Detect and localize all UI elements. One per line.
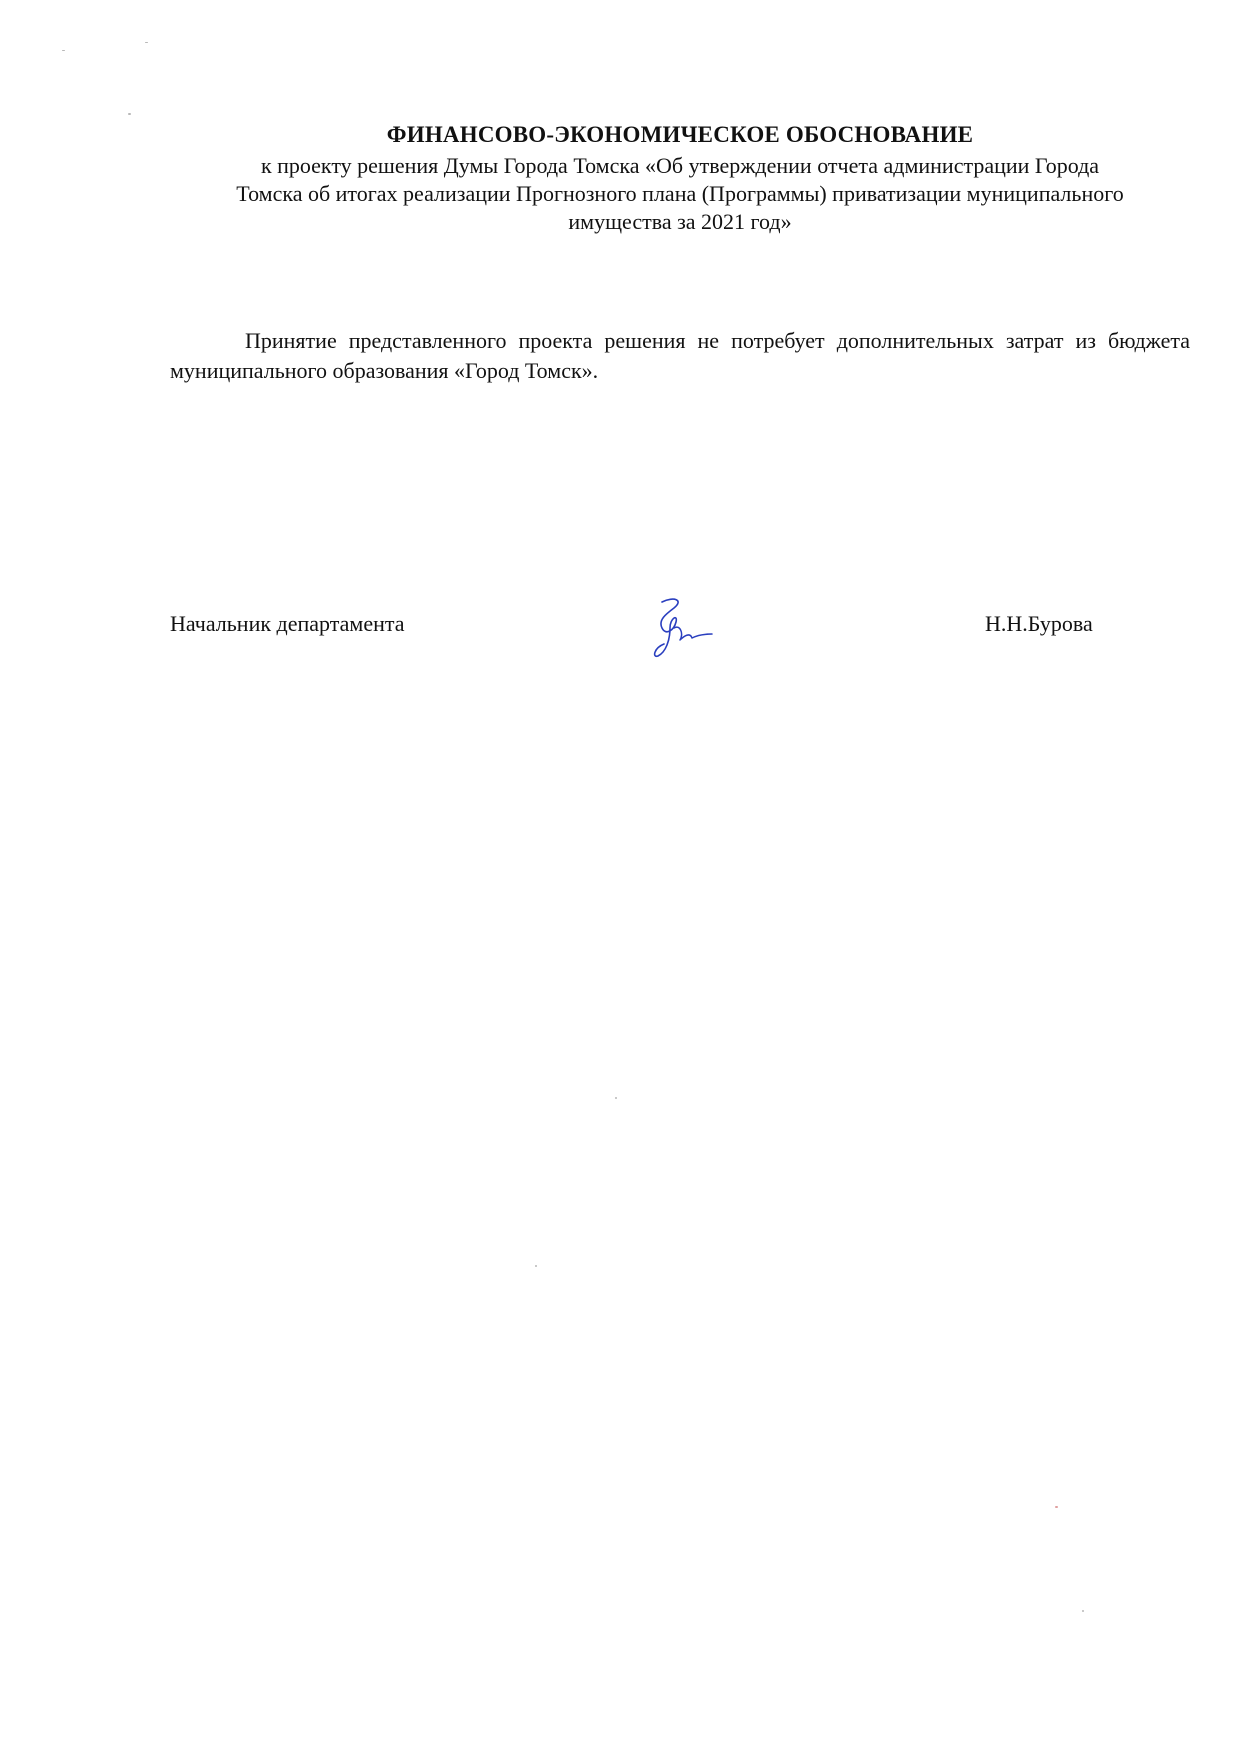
- signatory-position: Начальник департамента: [170, 611, 405, 636]
- document-title: ФИНАНСОВО-ЭКОНОМИЧЕСКОЕ ОБОСНОВАНИЕ: [386, 122, 974, 147]
- body-paragraph: Принятие представленного проекта решения не потребует дополнительных затрат из бюджета муниципального образования «Город Томск».: [170, 328, 1190, 383]
- document-subtitle: [160, 152, 1200, 236]
- document-header: [160, 120, 1200, 236]
- subtitle-line: имущества за 2021 год»: [568, 209, 792, 234]
- scan-speck: [145, 42, 148, 43]
- scan-speck: [62, 50, 65, 51]
- subtitle-line: к проекту решения Думы Города Томска «Об утверждении отчета администрации Города: [260, 153, 1100, 178]
- subtitle-line: Томска об итогах реализации Прогнозного плана (Программы) приватизации муниципального: [236, 181, 1124, 206]
- scan-speck: [1082, 1610, 1084, 1612]
- scan-speck: [535, 1265, 537, 1267]
- signatory-name: Н.Н.Бурова: [985, 611, 1093, 636]
- handwritten-signature: [640, 594, 720, 664]
- signature-block: [0, 594, 1240, 674]
- scan-speck: [615, 1097, 617, 1099]
- scan-speck: [1055, 1506, 1058, 1508]
- scan-speck: [128, 113, 131, 115]
